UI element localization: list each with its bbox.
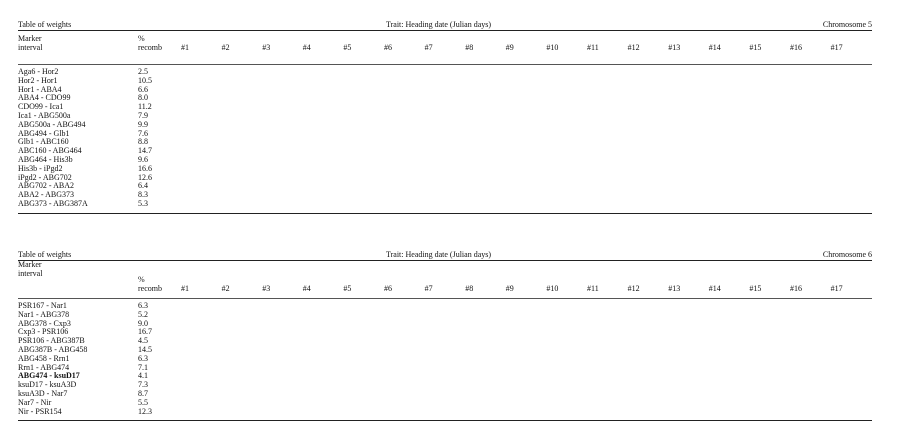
recomb-cell: 7.6: [138, 128, 148, 138]
footer-rule: [18, 213, 872, 214]
column-heading: #12: [627, 284, 640, 293]
recomb-cell: 4.1: [138, 371, 148, 381]
marker-interval-cell: ABA2 - ABG373: [18, 190, 75, 200]
marker-interval-cell: Aga6 - Hor2: [18, 67, 59, 76]
recomb-label: recomb: [138, 43, 162, 52]
column-heading: #13: [668, 43, 681, 52]
column-heading: #6: [384, 284, 392, 293]
marker-interval-cell: ABG373 - ABG387A: [18, 198, 88, 208]
column-heading: #1: [181, 43, 189, 52]
interval-label: interval: [18, 43, 43, 52]
marker-interval-cell: ABG464 - His3b: [18, 154, 73, 164]
interval-label: interval: [18, 269, 43, 278]
marker-interval-cell: ABG378 - Cxp3: [18, 318, 71, 328]
table-row: [18, 408, 872, 417]
weights-table-chromosome-6: [18, 249, 872, 421]
marker-interval-cell: Hor1 - ABA4: [18, 84, 62, 94]
column-heading: #17: [830, 43, 843, 52]
marker-interval-cell: Nir - PSR154: [18, 406, 62, 416]
table-title: Table of weights: [18, 250, 72, 259]
column-header-row: [18, 31, 872, 64]
marker-interval-cell: ABC160 - ABG464: [18, 146, 82, 156]
table-header: [18, 19, 872, 30]
column-heading: #16: [790, 284, 802, 293]
marker-interval-cell: ABG702 - ABA2: [18, 181, 75, 191]
column-heading: #14: [708, 43, 721, 52]
recomb-cell: 5.5: [138, 397, 148, 407]
recomb-cell: 6.6: [138, 84, 148, 94]
recomb-label: recomb: [138, 284, 162, 293]
recomb-cell: 9.6: [138, 154, 148, 164]
column-heading: #7: [424, 43, 433, 52]
recomb-cell: 8.8: [138, 137, 148, 147]
marker-label: Marker: [18, 34, 42, 43]
recomb-cell: 7.9: [138, 110, 148, 120]
column-heading: #10: [546, 43, 559, 52]
recomb-cell: 2.5: [138, 67, 148, 76]
recomb-cell: 10.5: [138, 75, 152, 85]
column-heading: #11: [587, 284, 599, 293]
footer-rule: [18, 420, 872, 421]
marker-interval-cell: Ica1 - ABG500a: [18, 110, 71, 120]
column-header-row: [18, 261, 872, 298]
marker-interval-cell: Nar7 - Nir: [18, 397, 52, 407]
column-heading: #4: [302, 43, 311, 52]
marker-interval-cell: ABG494 - Glb1: [18, 128, 70, 138]
recomb-cell: 9.0: [138, 318, 148, 328]
marker-interval-heading: [18, 260, 42, 278]
marker-interval-cell: Glb1 - ABC160: [18, 137, 69, 147]
column-heading: #1: [181, 284, 189, 293]
column-heading: #10: [546, 284, 559, 293]
recomb-heading: [138, 34, 162, 52]
column-heading: #9: [505, 284, 514, 293]
recomb-cell: 14.5: [138, 344, 152, 354]
marker-interval-cell: CDO99 - Ica1: [18, 102, 64, 112]
column-heading: #11: [587, 43, 599, 52]
marker-label: Marker: [18, 260, 42, 269]
recomb-cell: 11.2: [138, 102, 152, 112]
column-heading: #8: [465, 43, 474, 52]
column-heading: #17: [830, 284, 843, 293]
column-heading: #5: [343, 43, 352, 52]
marker-interval-cell: ABA4 - CDO99: [18, 93, 71, 103]
recomb-cell: 16.7: [138, 327, 152, 337]
marker-interval-heading: [18, 34, 42, 52]
table-title: Table of weights: [18, 20, 72, 29]
column-heading: #16: [790, 43, 802, 52]
recomb-cell: 14.7: [138, 146, 152, 156]
percent-label: %: [138, 34, 145, 43]
column-heading: #9: [505, 43, 514, 52]
column-heading: #12: [627, 43, 640, 52]
recomb-cell: 5.3: [138, 198, 148, 208]
column-heading: #13: [668, 284, 681, 293]
recomb-cell: 12.3: [138, 406, 152, 416]
recomb-cell: 7.3: [138, 380, 148, 390]
column-heading: #3: [262, 43, 271, 52]
recomb-cell: 6.3: [138, 301, 148, 310]
column-heading: #2: [221, 284, 230, 293]
column-heading: #7: [424, 284, 433, 293]
table-body: [18, 299, 872, 420]
recomb-cell: 8.7: [138, 388, 148, 398]
marker-interval-cell: ABG458 - Rrn1: [18, 353, 70, 363]
trait-label: Trait: Heading date (Julian days): [386, 250, 492, 259]
recomb-cell: 12.6: [138, 172, 152, 182]
recomb-cell: 4.5: [138, 336, 148, 346]
recomb-cell: 9.9: [138, 119, 148, 129]
column-heading: #3: [262, 284, 271, 293]
recomb-cell: 8.0: [138, 93, 148, 103]
marker-interval-cell: iPgd2 - ABG702: [18, 172, 72, 182]
table-body: [18, 65, 872, 213]
marker-interval-cell: Rrn1 - ABG474: [18, 362, 70, 372]
table-header: [18, 249, 872, 260]
column-heading: #2: [221, 43, 230, 52]
percent-label: %: [138, 275, 145, 284]
marker-interval-cell: PSR167 - Nar1: [18, 301, 67, 310]
column-heading: #5: [343, 284, 352, 293]
marker-interval-cell: ksuA3D - Nar7: [18, 388, 68, 398]
chromosome-label: Chromosome 6: [822, 250, 872, 259]
recomb-heading: [138, 275, 162, 293]
column-heading: #15: [749, 43, 762, 52]
recomb-cell: 6.3: [138, 353, 148, 363]
recomb-cell: 6.4: [138, 181, 148, 191]
marker-interval-cell: PSR106 - ABG387B: [18, 336, 85, 346]
marker-interval-cell: Cxp3 - PSR106: [18, 327, 69, 337]
trait-label: Trait: Heading date (Julian days): [386, 20, 492, 29]
recomb-cell: 16.6: [138, 163, 152, 173]
marker-interval-cell: Nar1 - ABG378: [18, 309, 70, 319]
marker-interval-cell: His3b - iPgd2: [18, 163, 63, 173]
marker-interval-cell: ksuD17 - ksuA3D: [18, 380, 77, 390]
chromosome-label: Chromosome 5: [822, 20, 872, 29]
marker-interval-cell: Hor2 - Hor1: [18, 75, 58, 85]
column-heading: #8: [465, 284, 474, 293]
column-heading: #6: [384, 43, 392, 52]
marker-interval-cell: ABG474 - ksuD17: [18, 371, 80, 381]
column-heading: #14: [708, 284, 721, 293]
recomb-cell: 5.2: [138, 309, 148, 319]
table-row: [18, 200, 872, 209]
weights-table-chromosome-5: [18, 19, 872, 214]
recomb-cell: 8.3: [138, 190, 148, 200]
recomb-cell: 7.1: [138, 362, 148, 372]
column-heading: #4: [302, 284, 311, 293]
marker-interval-cell: ABG500a - ABG494: [18, 119, 86, 129]
marker-interval-cell: ABG387B - ABG458: [18, 344, 88, 354]
column-heading: #15: [749, 284, 762, 293]
